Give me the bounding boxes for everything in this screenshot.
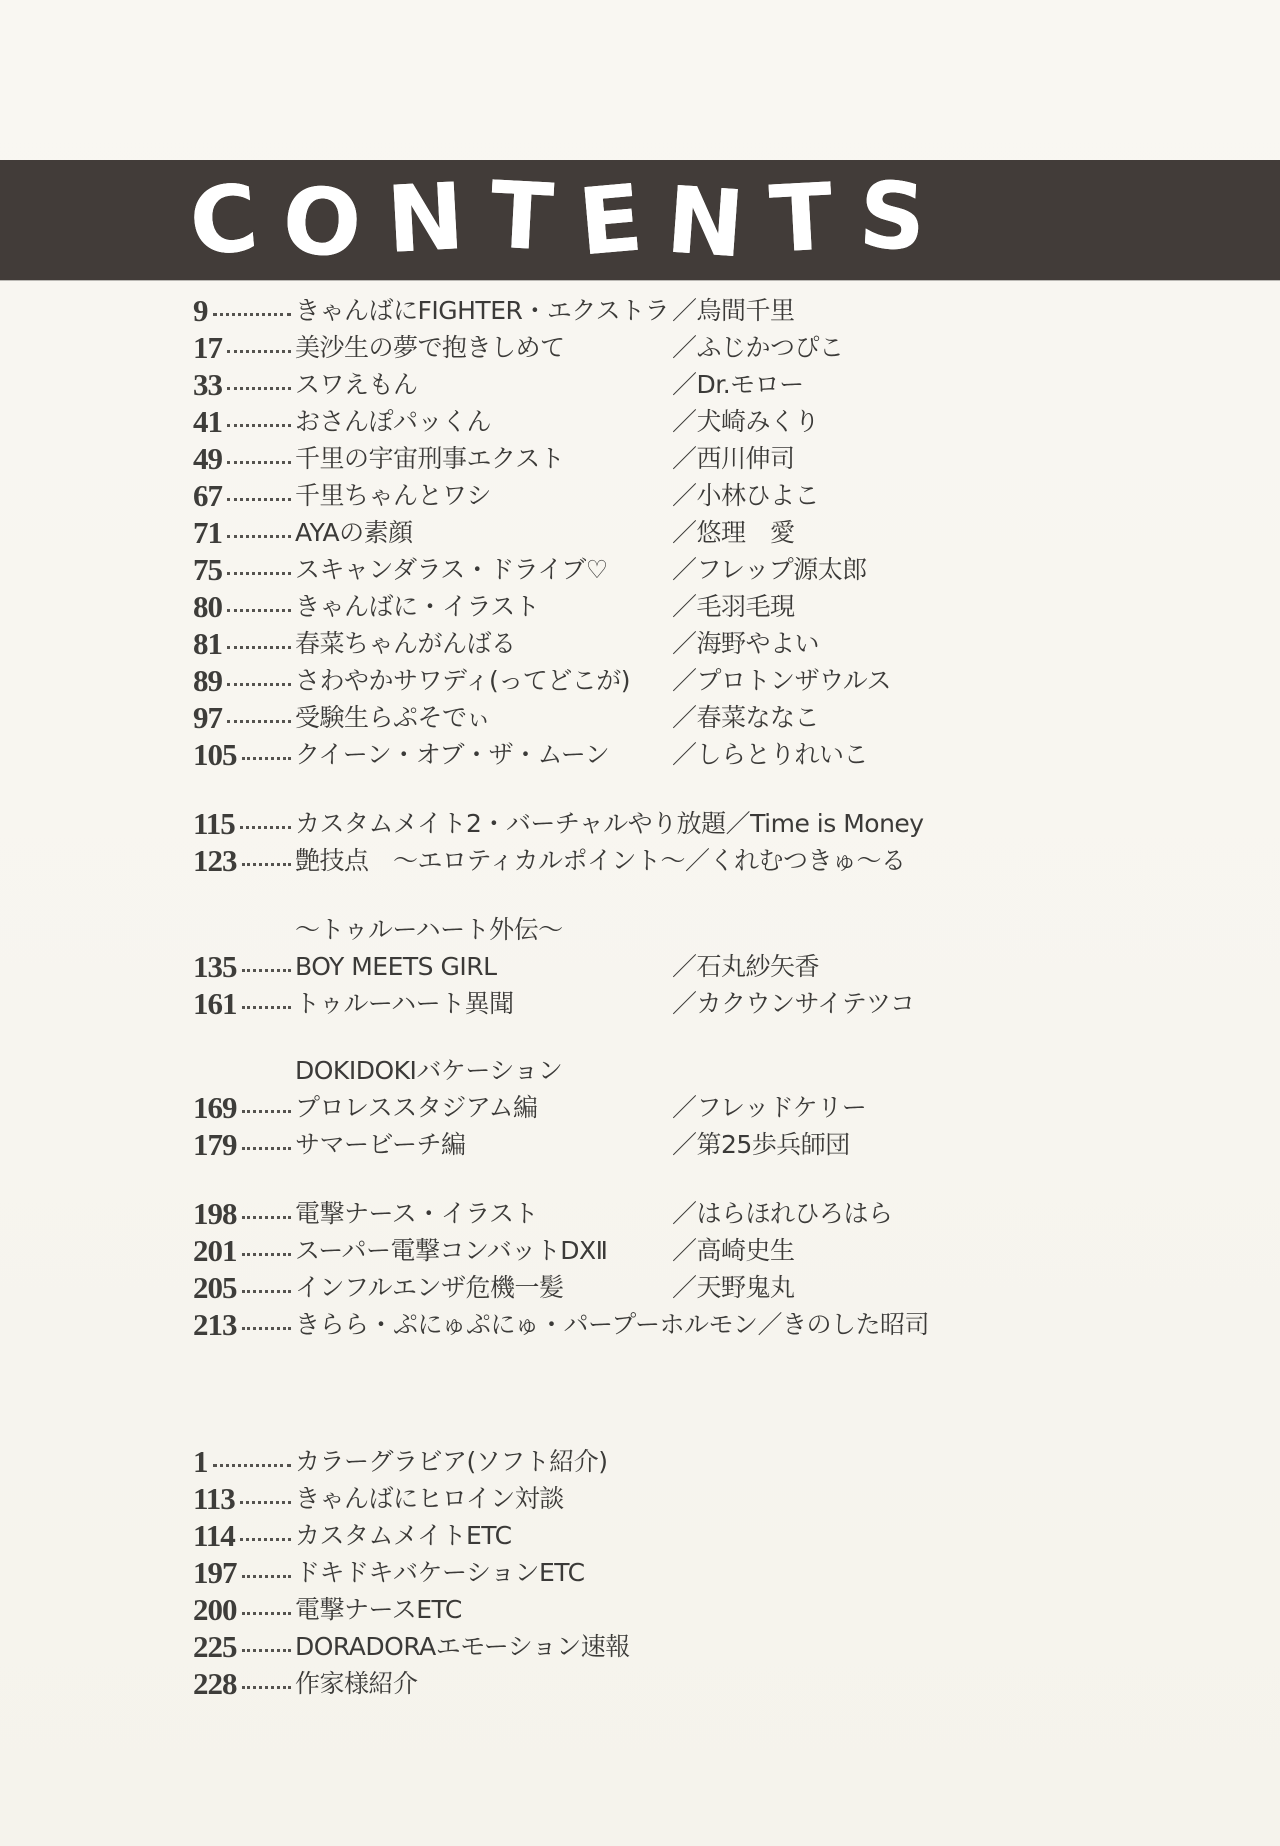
page-number-cell bbox=[193, 948, 295, 985]
entry-title: おさんぽパッくん bbox=[295, 407, 492, 436]
entry-title: AYAの素顔 bbox=[295, 518, 413, 547]
page-number: 169 bbox=[193, 1090, 237, 1125]
toc-row bbox=[193, 1269, 1153, 1306]
page-number: 105 bbox=[193, 737, 237, 772]
toc-row bbox=[193, 699, 1153, 736]
page-number-cell bbox=[193, 736, 295, 773]
page-number-cell bbox=[193, 1628, 295, 1665]
page-number-cell bbox=[193, 1443, 295, 1480]
dot-leader bbox=[242, 757, 292, 760]
entry-title: クイーン・オブ・ザ・ムーン bbox=[295, 740, 610, 769]
entry-author: ／Dr.モロー bbox=[672, 370, 804, 399]
dot-leader bbox=[227, 461, 291, 464]
toc-group-main bbox=[193, 292, 1153, 773]
contents-letter: E bbox=[574, 164, 647, 277]
toc-row bbox=[193, 1665, 1153, 1702]
toc-row bbox=[193, 842, 1153, 879]
table-of-contents bbox=[193, 292, 1153, 1702]
toc-row bbox=[193, 588, 1153, 625]
contents-letter: N bbox=[384, 163, 468, 274]
dot-leader bbox=[242, 1216, 292, 1219]
toc-row bbox=[193, 1052, 1153, 1089]
page-number: 17 bbox=[193, 330, 222, 365]
dot-leader bbox=[227, 609, 291, 612]
page-number-cell bbox=[193, 588, 295, 625]
contents-letter: C bbox=[185, 164, 263, 277]
contents-letter: N bbox=[663, 166, 748, 279]
dot-leader bbox=[227, 387, 291, 390]
page-number: 115 bbox=[193, 806, 235, 841]
toc-group-extras bbox=[193, 1443, 1153, 1702]
entry-author: ／第25歩兵師団 bbox=[672, 1130, 850, 1159]
entry-title: ～トゥルーハート外伝～ bbox=[295, 915, 563, 944]
toc-row bbox=[193, 292, 1153, 329]
entry-title: きゃんばにヒロイン対談 bbox=[295, 1484, 564, 1513]
page-number-cell bbox=[193, 699, 295, 736]
toc-row bbox=[193, 477, 1153, 514]
entry-author: ／フレップ源太郎 bbox=[672, 555, 867, 584]
page-number-cell bbox=[193, 514, 295, 551]
entry-title: 艶技点 ～エロティカルポイント～ bbox=[295, 846, 686, 875]
entry-author: ／小林ひよこ bbox=[672, 481, 820, 510]
entry-author: ／くれむつきゅ～る bbox=[685, 846, 906, 875]
toc-row bbox=[193, 1232, 1153, 1269]
dot-leader bbox=[242, 1147, 292, 1150]
page-number-cell bbox=[193, 551, 295, 588]
toc-group-dengeki bbox=[193, 1195, 1153, 1343]
toc-row bbox=[193, 1195, 1153, 1232]
page-number-cell bbox=[193, 1665, 295, 1702]
entry-author: ／高崎史生 bbox=[672, 1236, 795, 1265]
toc-group-trueheart bbox=[193, 911, 1153, 1022]
page-number: 97 bbox=[193, 700, 222, 735]
toc-row bbox=[193, 662, 1153, 699]
contents-letter: O bbox=[279, 166, 366, 279]
page-number-cell bbox=[193, 1269, 295, 1306]
entry-author: ／Time is Money bbox=[725, 809, 924, 838]
page-number-cell bbox=[193, 1306, 295, 1343]
page-number: 9 bbox=[193, 293, 208, 328]
entry-title: DORADORAエモーション速報 bbox=[295, 1632, 630, 1661]
page-number: 135 bbox=[193, 949, 237, 984]
page-number-cell bbox=[193, 1089, 295, 1126]
page-number: 225 bbox=[193, 1629, 237, 1664]
dot-leader bbox=[227, 572, 291, 575]
toc-row bbox=[193, 625, 1153, 662]
entry-author: ／きのした昭司 bbox=[757, 1310, 930, 1339]
dot-leader bbox=[213, 313, 292, 316]
entry-title: さわやかサワディ(ってどこが) bbox=[295, 666, 631, 695]
dot-leader bbox=[213, 1464, 292, 1467]
entry-title: カスタムメイトETC bbox=[295, 1521, 512, 1550]
dot-leader bbox=[242, 1686, 292, 1689]
entry-author: ／カクウンサイテツコ bbox=[672, 989, 915, 1018]
entry-author: ／犬崎みくり bbox=[672, 407, 820, 436]
entry-title: 電撃ナースETC bbox=[295, 1595, 462, 1624]
entry-title: 千里ちゃんとワシ bbox=[295, 481, 492, 510]
entry-author: ／烏間千里 bbox=[672, 296, 795, 325]
page-number: 49 bbox=[193, 441, 222, 476]
entry-title: カラーグラビア(ソフト紹介) bbox=[295, 1447, 608, 1476]
toc-row bbox=[193, 551, 1153, 588]
page-number: 75 bbox=[193, 552, 222, 587]
dot-leader bbox=[242, 863, 292, 866]
contents-banner bbox=[0, 160, 1280, 280]
page-number: 71 bbox=[193, 515, 222, 550]
toc-row bbox=[193, 440, 1153, 477]
toc-row bbox=[193, 1591, 1153, 1628]
toc-row bbox=[193, 805, 1153, 842]
toc-row bbox=[193, 514, 1153, 551]
page-number: 89 bbox=[193, 663, 222, 698]
entry-author: ／しらとりれいこ bbox=[672, 740, 869, 769]
dot-leader bbox=[227, 720, 291, 723]
page-number: 1 bbox=[193, 1444, 208, 1479]
page-number-cell bbox=[193, 1554, 295, 1591]
page-number-cell bbox=[193, 911, 295, 948]
dot-leader bbox=[227, 498, 291, 501]
toc-row bbox=[193, 403, 1153, 440]
toc-row bbox=[193, 1517, 1153, 1554]
entry-title: スーパー電撃コンバットDXⅡ bbox=[295, 1236, 608, 1265]
entry-author: ／海野やよい bbox=[672, 629, 820, 658]
page-number: 161 bbox=[193, 986, 237, 1021]
entry-author: ／悠理 愛 bbox=[672, 518, 795, 547]
page-number-cell bbox=[193, 403, 295, 440]
entry-author: ／はらほれひろはら bbox=[672, 1199, 893, 1228]
page-number-cell bbox=[193, 1126, 295, 1163]
page-number: 123 bbox=[193, 843, 237, 878]
dot-leader bbox=[242, 1649, 292, 1652]
page-number-cell bbox=[193, 625, 295, 662]
page-number-cell bbox=[193, 1195, 295, 1232]
page-number-cell bbox=[193, 805, 295, 842]
entry-author: ／ふじかつぴこ bbox=[672, 333, 844, 362]
dot-leader bbox=[240, 1538, 291, 1541]
page-number: 80 bbox=[193, 589, 222, 624]
dot-leader bbox=[242, 1253, 292, 1256]
toc-row bbox=[193, 1480, 1153, 1517]
entry-title: プロレススタジアム編 bbox=[295, 1093, 538, 1122]
entry-author: ／西川伸司 bbox=[672, 444, 795, 473]
entry-title: きゃんばにFIGHTER・エクストラ bbox=[295, 296, 670, 325]
page-number-cell bbox=[193, 842, 295, 879]
page-number: 200 bbox=[193, 1592, 237, 1627]
page-number: 67 bbox=[193, 478, 222, 513]
dot-leader bbox=[227, 683, 291, 686]
toc-row bbox=[193, 329, 1153, 366]
toc-row bbox=[193, 1554, 1153, 1591]
entry-title: スキャンダラス・ドライブ♡ bbox=[295, 555, 608, 584]
page-number-cell bbox=[193, 366, 295, 403]
dot-leader bbox=[227, 646, 291, 649]
dot-leader bbox=[242, 1110, 292, 1113]
toc-row bbox=[193, 911, 1153, 948]
page-number-cell bbox=[193, 662, 295, 699]
page-number: 114 bbox=[193, 1518, 235, 1553]
entry-title: ドキドキバケーションETC bbox=[295, 1558, 585, 1587]
dot-leader bbox=[240, 826, 291, 829]
toc-row bbox=[193, 366, 1153, 403]
toc-row bbox=[193, 736, 1153, 773]
contents-letter: T bbox=[767, 163, 836, 274]
dot-leader bbox=[242, 1327, 292, 1330]
entry-title: カスタムメイト2・バーチャルやり放題 bbox=[295, 809, 726, 838]
entry-author: ／フレッドケリー bbox=[672, 1093, 867, 1122]
dot-leader bbox=[227, 424, 291, 427]
page-number-cell bbox=[193, 985, 295, 1022]
page-number: 205 bbox=[193, 1270, 237, 1305]
entry-author: ／プロトンザウルス bbox=[672, 666, 892, 695]
toc-row bbox=[193, 1628, 1153, 1665]
entry-author: ／石丸紗矢香 bbox=[672, 952, 820, 981]
contents-title bbox=[185, 160, 928, 280]
entry-author: ／天野鬼丸 bbox=[672, 1273, 795, 1302]
contents-letter: S bbox=[856, 161, 928, 272]
toc-row bbox=[193, 985, 1153, 1022]
page-number: 213 bbox=[193, 1307, 237, 1342]
page-number-cell bbox=[193, 329, 295, 366]
entry-title: 千里の宇宙刑事エクスト bbox=[295, 444, 565, 473]
dot-leader bbox=[242, 1612, 292, 1615]
page-number-cell bbox=[193, 1052, 295, 1089]
page-number-cell bbox=[193, 1517, 295, 1554]
entry-title: 春菜ちゃんがんばる bbox=[295, 629, 516, 658]
dot-leader bbox=[242, 1290, 292, 1293]
entry-title: 美沙生の夢で抱きしめて bbox=[295, 333, 565, 362]
page-number: 41 bbox=[193, 404, 222, 439]
page-number-cell bbox=[193, 1232, 295, 1269]
toc-row bbox=[193, 1126, 1153, 1163]
entry-title: 電撃ナース・イラスト bbox=[295, 1199, 539, 1228]
page-number-cell bbox=[193, 477, 295, 514]
entry-title: DOKIDOKIバケーション bbox=[295, 1056, 563, 1085]
page-number-cell bbox=[193, 292, 295, 329]
page-number: 201 bbox=[193, 1233, 237, 1268]
page-number: 33 bbox=[193, 367, 222, 402]
toc-row bbox=[193, 1089, 1153, 1126]
entry-title: 受験生らぷそでぃ bbox=[295, 703, 491, 732]
page-number: 113 bbox=[193, 1481, 235, 1516]
entry-title: トゥルーハート異聞 bbox=[295, 989, 514, 1018]
entry-title: インフルエンザ危機一髪 bbox=[295, 1273, 564, 1302]
dot-leader bbox=[242, 1006, 292, 1009]
toc-row bbox=[193, 1443, 1153, 1480]
entry-author: ／毛羽毛現 bbox=[672, 592, 795, 621]
page-number-cell bbox=[193, 1480, 295, 1517]
page-number-cell bbox=[193, 440, 295, 477]
toc-group-dokidoki bbox=[193, 1052, 1153, 1163]
dot-leader bbox=[242, 1575, 292, 1578]
toc-row bbox=[193, 948, 1153, 985]
page-number: 197 bbox=[193, 1555, 237, 1590]
entry-title: 作家様紹介 bbox=[295, 1669, 418, 1698]
entry-title: BOY MEETS GIRL bbox=[295, 952, 497, 981]
dot-leader bbox=[227, 535, 291, 538]
entry-title: スワえもん bbox=[295, 370, 418, 399]
dot-leader bbox=[242, 969, 292, 972]
page-number: 81 bbox=[193, 626, 222, 661]
page-number-cell bbox=[193, 1591, 295, 1628]
page-number: 198 bbox=[193, 1196, 237, 1231]
contents-letter: T bbox=[487, 161, 556, 272]
dot-leader bbox=[227, 350, 291, 353]
toc-group-custommate bbox=[193, 805, 1153, 879]
page-number: 228 bbox=[193, 1666, 237, 1701]
page-number: 179 bbox=[193, 1127, 237, 1162]
entry-title: きゃんばに・イラスト bbox=[295, 592, 540, 621]
dot-leader bbox=[240, 1501, 291, 1504]
entry-author: ／春菜ななこ bbox=[672, 703, 820, 732]
entry-title: きらら・ぷにゅぷにゅ・パープーホルモン bbox=[295, 1310, 758, 1339]
toc-row bbox=[193, 1306, 1153, 1343]
entry-title: サマービーチ編 bbox=[295, 1130, 466, 1159]
